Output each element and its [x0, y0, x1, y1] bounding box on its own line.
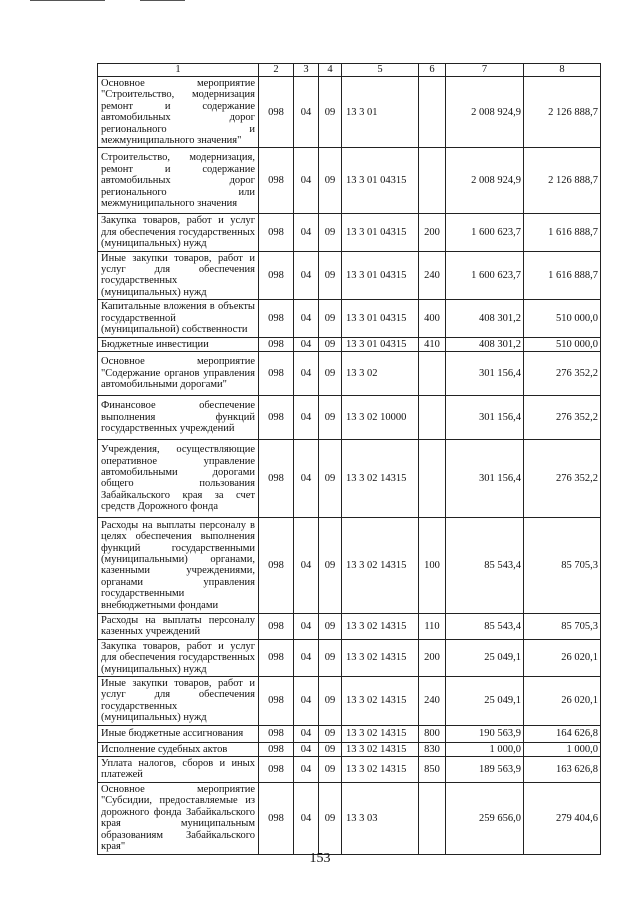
cell-target-article: 13 3 02 14315 — [342, 639, 419, 676]
cell-target-article: 13 3 02 14315 — [342, 517, 419, 613]
cell-expense-type: 240 — [419, 676, 446, 725]
cell-subsection: 09 — [319, 77, 342, 148]
row-description: Расходы на выплаты персоналу казенных учреждений — [98, 613, 259, 639]
cell-subsection: 09 — [319, 613, 342, 639]
scan-artifact-line — [140, 0, 185, 1]
cell-admin-code: 098 — [259, 214, 294, 251]
cell-admin-code: 098 — [259, 439, 294, 517]
cell-expense-type: 800 — [419, 725, 446, 742]
cell-target-article: 13 3 02 14315 — [342, 439, 419, 517]
cell-amount-year2: 276 352,2 — [524, 439, 601, 517]
cell-expense-type — [419, 782, 446, 854]
cell-amount-year1: 189 563,9 — [446, 756, 524, 782]
cell-section: 04 — [294, 639, 319, 676]
cell-subsection: 09 — [319, 214, 342, 251]
cell-amount-year1: 408 301,2 — [446, 337, 524, 351]
cell-amount-year1: 25 049,1 — [446, 639, 524, 676]
row-description: Основное мероприятие "Субсидии, предоставляемые из дорожного фонда Забайкальского края муниципальным образованиям Забайкальского края" — [98, 782, 259, 854]
cell-amount-year1: 1 600 623,7 — [446, 251, 524, 300]
cell-subsection: 09 — [319, 725, 342, 742]
cell-amount-year1: 25 049,1 — [446, 676, 524, 725]
column-header: 6 — [419, 64, 446, 77]
cell-section: 04 — [294, 148, 319, 214]
column-header: 1 — [98, 64, 259, 77]
cell-amount-year1: 301 156,4 — [446, 439, 524, 517]
cell-subsection: 09 — [319, 300, 342, 337]
cell-admin-code: 098 — [259, 300, 294, 337]
table-row — [98, 613, 601, 639]
cell-amount-year2: 2 126 888,7 — [524, 148, 601, 214]
cell-amount-year2: 85 705,3 — [524, 613, 601, 639]
cell-section: 04 — [294, 251, 319, 300]
table-row — [98, 395, 601, 439]
cell-amount-year2: 279 404,6 — [524, 782, 601, 854]
cell-target-article: 13 3 02 14315 — [342, 742, 419, 756]
table-row — [98, 300, 601, 337]
cell-expense-type — [419, 395, 446, 439]
table-row — [98, 742, 601, 756]
cell-subsection: 09 — [319, 782, 342, 854]
row-description: Исполнение судебных актов — [98, 742, 259, 756]
column-header: 2 — [259, 64, 294, 77]
cell-target-article: 13 3 02 14315 — [342, 613, 419, 639]
cell-section: 04 — [294, 756, 319, 782]
cell-target-article: 13 3 01 04315 — [342, 300, 419, 337]
cell-subsection: 09 — [319, 742, 342, 756]
cell-section: 04 — [294, 517, 319, 613]
cell-section: 04 — [294, 725, 319, 742]
cell-expense-type — [419, 351, 446, 395]
cell-amount-year1: 301 156,4 — [446, 395, 524, 439]
table-row — [98, 77, 601, 148]
cell-subsection: 09 — [319, 676, 342, 725]
cell-expense-type — [419, 148, 446, 214]
cell-amount-year1: 1 000,0 — [446, 742, 524, 756]
cell-amount-year1: 2 008 924,9 — [446, 148, 524, 214]
table-row — [98, 725, 601, 742]
cell-subsection: 09 — [319, 517, 342, 613]
cell-section: 04 — [294, 782, 319, 854]
cell-target-article: 13 3 01 04315 — [342, 337, 419, 351]
row-description: Иные бюджетные ассигнования — [98, 725, 259, 742]
cell-amount-year2: 1 616 888,7 — [524, 214, 601, 251]
cell-amount-year2: 26 020,1 — [524, 639, 601, 676]
column-header: 5 — [342, 64, 419, 77]
cell-section: 04 — [294, 351, 319, 395]
cell-admin-code: 098 — [259, 613, 294, 639]
cell-amount-year2: 276 352,2 — [524, 351, 601, 395]
cell-section: 04 — [294, 395, 319, 439]
row-description: Финансовое обеспечение выполнения функций государственных учреждений — [98, 395, 259, 439]
cell-target-article: 13 3 01 — [342, 77, 419, 148]
table-row — [98, 517, 601, 613]
cell-admin-code: 098 — [259, 756, 294, 782]
cell-amount-year1: 259 656,0 — [446, 782, 524, 854]
cell-subsection: 09 — [319, 351, 342, 395]
cell-subsection: 09 — [319, 756, 342, 782]
cell-amount-year1: 301 156,4 — [446, 351, 524, 395]
cell-expense-type: 240 — [419, 251, 446, 300]
row-description: Основное мероприятие "Содержание органов управления автомобильными дорогами" — [98, 351, 259, 395]
cell-admin-code: 098 — [259, 395, 294, 439]
cell-target-article: 13 3 01 04315 — [342, 251, 419, 300]
cell-amount-year2: 510 000,0 — [524, 300, 601, 337]
cell-section: 04 — [294, 676, 319, 725]
row-description: Закупка товаров, работ и услуг для обеспечения государственных (муниципальных) нужд — [98, 214, 259, 251]
cell-amount-year2: 1 000,0 — [524, 742, 601, 756]
cell-expense-type: 200 — [419, 639, 446, 676]
row-description: Иные закупки товаров, работ и услуг для обеспечения государственных (муниципальных) нужд — [98, 251, 259, 300]
cell-target-article: 13 3 02 14315 — [342, 756, 419, 782]
cell-expense-type: 200 — [419, 214, 446, 251]
cell-target-article: 13 3 02 10000 — [342, 395, 419, 439]
table-row — [98, 251, 601, 300]
cell-admin-code: 098 — [259, 725, 294, 742]
cell-amount-year2: 85 705,3 — [524, 517, 601, 613]
cell-amount-year2: 163 626,8 — [524, 756, 601, 782]
cell-amount-year1: 408 301,2 — [446, 300, 524, 337]
cell-target-article: 13 3 01 04315 — [342, 214, 419, 251]
cell-amount-year1: 190 563,9 — [446, 725, 524, 742]
cell-expense-type — [419, 77, 446, 148]
row-description: Иные закупки товаров, работ и услуг для обеспечения государственных (муниципальных) нужд — [98, 676, 259, 725]
table-row — [98, 351, 601, 395]
cell-amount-year2: 510 000,0 — [524, 337, 601, 351]
cell-section: 04 — [294, 214, 319, 251]
cell-subsection: 09 — [319, 337, 342, 351]
table-row — [98, 337, 601, 351]
cell-amount-year1: 85 543,4 — [446, 517, 524, 613]
cell-admin-code: 098 — [259, 676, 294, 725]
cell-expense-type: 110 — [419, 613, 446, 639]
cell-expense-type: 410 — [419, 337, 446, 351]
row-description: Капитальные вложения в объекты государственной (муниципальной) собственности — [98, 300, 259, 337]
cell-section: 04 — [294, 300, 319, 337]
cell-target-article: 13 3 02 — [342, 351, 419, 395]
cell-amount-year1: 1 600 623,7 — [446, 214, 524, 251]
cell-section: 04 — [294, 77, 319, 148]
cell-amount-year1: 2 008 924,9 — [446, 77, 524, 148]
cell-admin-code: 098 — [259, 77, 294, 148]
cell-amount-year2: 2 126 888,7 — [524, 77, 601, 148]
cell-subsection: 09 — [319, 639, 342, 676]
table-row — [98, 676, 601, 725]
cell-expense-type: 400 — [419, 300, 446, 337]
cell-expense-type: 830 — [419, 742, 446, 756]
cell-section: 04 — [294, 439, 319, 517]
cell-expense-type: 100 — [419, 517, 446, 613]
cell-section: 04 — [294, 742, 319, 756]
row-description: Закупка товаров, работ и услуг для обеспечения государственных (муниципальных) нужд — [98, 639, 259, 676]
cell-admin-code: 098 — [259, 351, 294, 395]
column-header: 7 — [446, 64, 524, 77]
row-description: Основное мероприятие "Строительство, модернизация ремонт и содержание автомобильных дорог регионального и межмуниципального значения" — [98, 77, 259, 148]
cell-amount-year2: 164 626,8 — [524, 725, 601, 742]
cell-amount-year2: 26 020,1 — [524, 676, 601, 725]
page-number: 153 — [309, 851, 331, 866]
cell-amount-year2: 1 616 888,7 — [524, 251, 601, 300]
table-row — [98, 439, 601, 517]
cell-expense-type — [419, 439, 446, 517]
cell-admin-code: 098 — [259, 337, 294, 351]
cell-target-article: 13 3 02 14315 — [342, 725, 419, 742]
cell-admin-code: 098 — [259, 251, 294, 300]
cell-subsection: 09 — [319, 439, 342, 517]
table-row — [98, 756, 601, 782]
cell-admin-code: 098 — [259, 782, 294, 854]
row-description: Расходы на выплаты персоналу в целях обеспечения выполнения функций государственными (муниципальными) органами, казенными учреждениями, органами управления государственными внебюджетными фондами — [98, 517, 259, 613]
table-row — [98, 639, 601, 676]
cell-target-article: 13 3 02 14315 — [342, 676, 419, 725]
cell-admin-code: 098 — [259, 742, 294, 756]
column-header: 8 — [524, 64, 601, 77]
table-row — [98, 148, 601, 214]
row-description: Строительство, модернизация, ремонт и содержание автомобильных дорог регионального или межмуниципального значения — [98, 148, 259, 214]
row-description: Уплата налогов, сборов и иных платежей — [98, 756, 259, 782]
row-description: Бюджетные инвестиции — [98, 337, 259, 351]
column-header: 4 — [319, 64, 342, 77]
cell-section: 04 — [294, 337, 319, 351]
column-header: 3 — [294, 64, 319, 77]
table-row — [98, 214, 601, 251]
cell-admin-code: 098 — [259, 148, 294, 214]
cell-amount-year1: 85 543,4 — [446, 613, 524, 639]
cell-expense-type: 850 — [419, 756, 446, 782]
scan-artifact-line — [30, 0, 105, 1]
cell-subsection: 09 — [319, 148, 342, 214]
table-row — [98, 782, 601, 854]
cell-target-article: 13 3 01 04315 — [342, 148, 419, 214]
cell-section: 04 — [294, 613, 319, 639]
cell-subsection: 09 — [319, 395, 342, 439]
cell-target-article: 13 3 03 — [342, 782, 419, 854]
cell-admin-code: 098 — [259, 517, 294, 613]
table-header-row — [98, 64, 601, 77]
cell-subsection: 09 — [319, 251, 342, 300]
cell-amount-year2: 276 352,2 — [524, 395, 601, 439]
budget-table — [97, 63, 601, 855]
cell-admin-code: 098 — [259, 639, 294, 676]
row-description: Учреждения, осуществляющие оперативное управление автомобильными дорогами общего пользования Забайкальского края за счет средств Дорожного фонда — [98, 439, 259, 517]
